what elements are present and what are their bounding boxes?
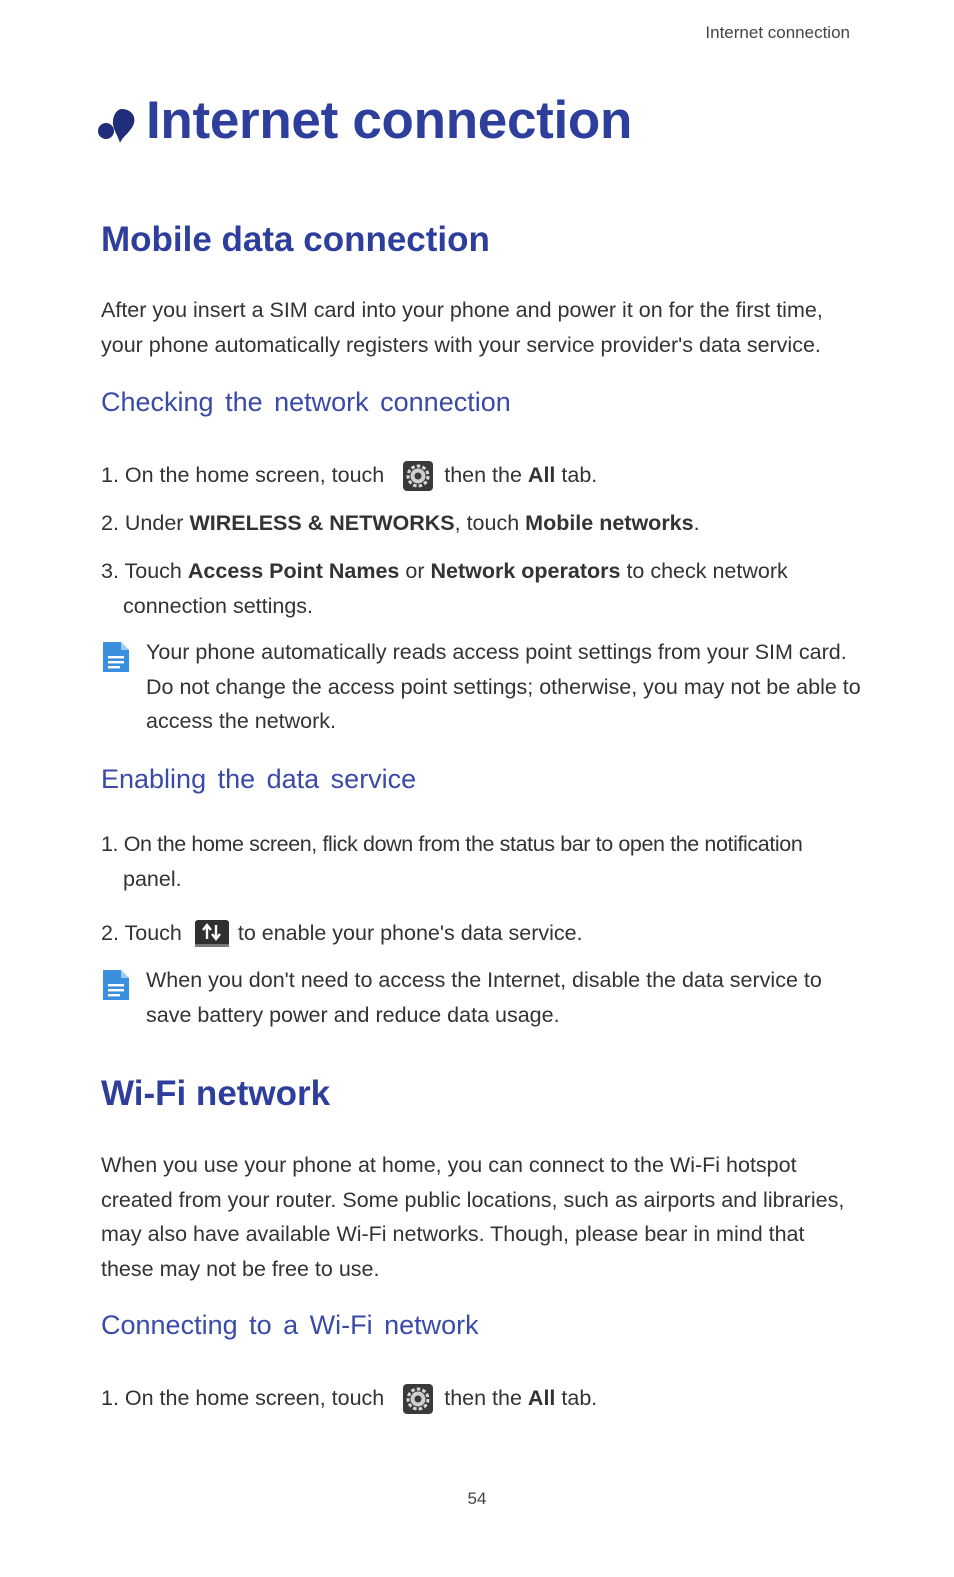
step-text: 1. On the home screen, flick down from the status bar to open the notification [101,832,803,856]
checking-step-1 [101,458,861,493]
settings-gear-icon [402,1383,434,1415]
enabling-step-2 [101,916,861,951]
section-heading-wifi: Wi-Fi network [101,1074,331,1113]
subheading-checking: Checking the network connection [101,387,511,417]
step-text: to enable your phone's data service. [237,921,583,945]
menu-label: Mobile networks [525,511,694,535]
bullet-chapter-icon [96,101,140,145]
enabling-step-1 [101,827,861,896]
menu-label: Access Point Names [187,559,400,583]
note-data-service: When you don't need to access the Internet, disable the data service to save battery power and reduce data usage. [146,968,822,1027]
step-text: 2. Touch [101,921,182,945]
menu-label: WIRELESS & NETWORKS [189,511,455,535]
step-text: 1. On the home screen, touch [101,1386,385,1410]
connecting-step-1 [101,1381,861,1416]
wifi-intro-paragraph: When you use your phone at home, you can connect to the Wi-Fi hotspot created from your router. Some public locations, such as airports and libraries, may also have available Wi-Fi networks. Though, please bear in mind that these may not be free to use. [101,1153,845,1281]
step-text: 2. Under [101,511,184,535]
checking-step-3 [101,554,861,623]
chapter-heading [96,90,632,151]
checking-step-2 [101,506,861,541]
all-tab-label: All [527,463,556,487]
step-text: connection settings. [123,593,314,618]
step-text: or [405,559,425,583]
step-text: tab. [561,1386,598,1410]
page-number: 54 [467,1489,487,1508]
step-text: panel. [123,866,182,891]
subheading-enabling: Enabling the data service [101,764,417,794]
subheading-connecting: Connecting to a Wi-Fi network [101,1310,479,1340]
running-header: Internet connection [705,23,850,42]
step-text: , touch [454,511,520,535]
step-text: . [693,511,700,535]
step-text: tab. [561,463,598,487]
chapter-title: Internet connection [146,91,633,150]
data-toggle-icon [194,919,230,949]
settings-gear-icon [402,460,434,492]
step-text: 3. Touch [101,559,182,583]
step-text: 1. On the home screen, touch [101,463,385,487]
note-icon [101,968,131,1002]
step-text: then the [444,463,522,487]
note-access-point: Your phone automatically reads access point settings from your SIM card. Do not change the access point settings; otherwise, you may not be able to access the network. [146,640,861,733]
step-text: to check network [626,559,788,583]
step-text: then the [444,1386,522,1410]
note-icon [101,640,131,674]
all-tab-label: All [527,1386,556,1410]
section-heading-mobile: Mobile data connection [101,220,490,259]
mobile-intro-paragraph: After you insert a SIM card into your phone and power it on for the first time, your phone automatically registers with your service provider's data service. [101,298,823,357]
menu-label: Network operators [430,559,621,583]
